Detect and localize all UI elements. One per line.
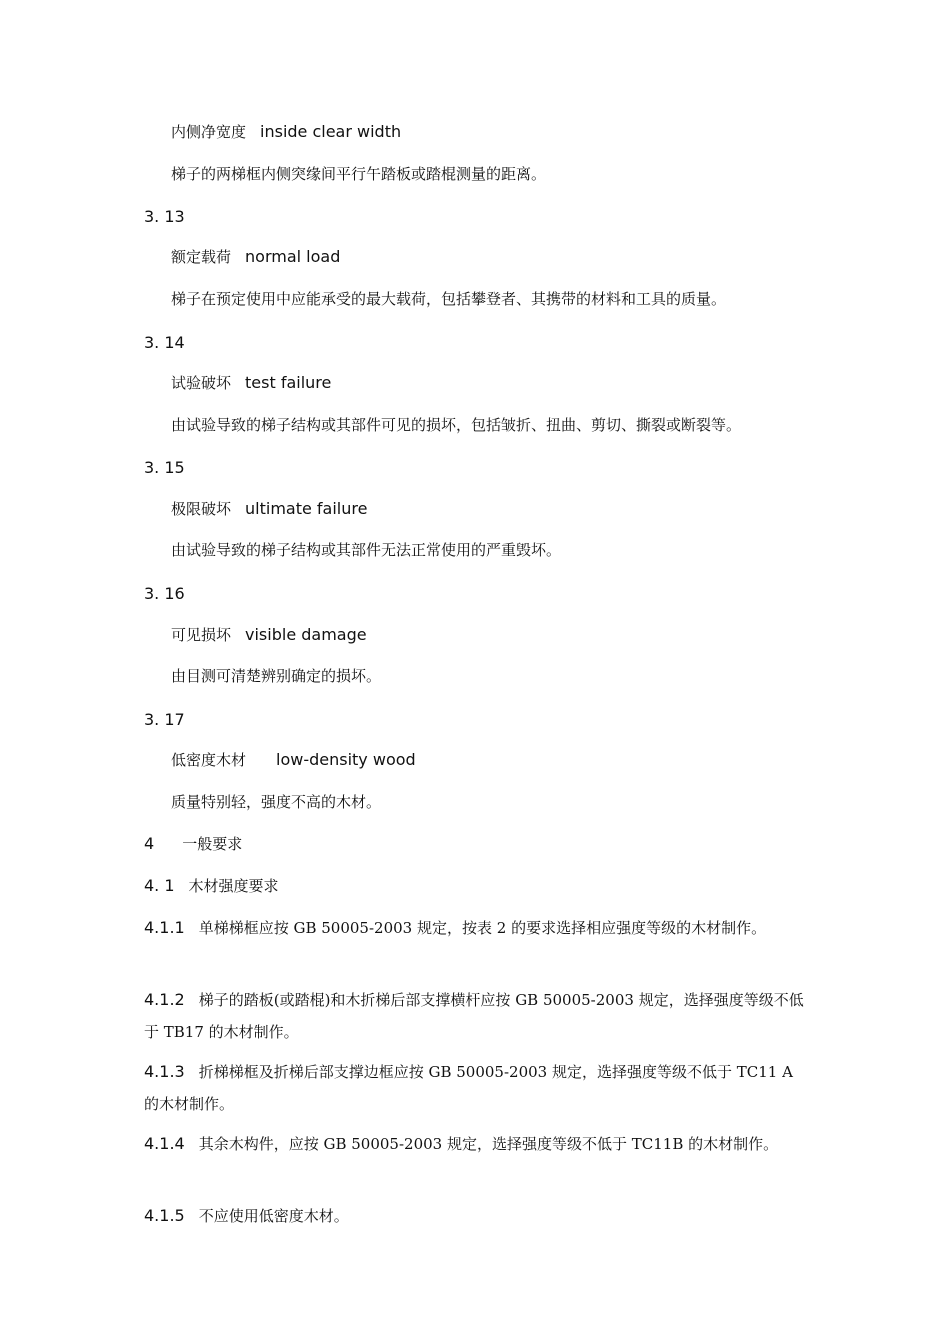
term-chinese: 内侧净宽度 [171,123,247,141]
clause-paragraph [144,984,812,1048]
term-line [171,624,367,646]
clause-number: 4.1.2 [144,990,185,1009]
term-english: ultimate failure [245,499,368,518]
section-title: 一般要求 [182,835,243,853]
section-heading [144,833,242,855]
term-definition: 由试验导致的梯子结构或其部件无法正常使用的严重毁坏。 [171,541,562,559]
term-chinese: 极限破坏 [171,500,232,518]
clause-number: 3. 14 [144,333,185,352]
term-definition: 梯子在预定使用中应能承受的最大载荷，包括攀登者、其携带的材料和工具的质量。 [171,290,727,308]
term-english: low-density wood [276,750,416,769]
term-line [171,121,401,143]
clause-number: 3. 17 [144,710,185,729]
clause-number: 3. 15 [144,458,185,477]
term-chinese: 低密度木材 [171,751,247,769]
term-chinese: 可见损坏 [171,626,232,644]
term-definition: 由试验导致的梯子结构或其部件可见的损坏，包括皱折、扭曲、剪切、撕裂或断裂等。 [171,416,742,434]
section-number: 4 [144,834,155,853]
term-line [171,372,331,394]
term-definition: 梯子的两梯框内侧突缘间平行午踏板或踏棍测量的距离。 [171,165,547,183]
clause-paragraph [144,1056,812,1120]
term-english: test failure [245,373,332,392]
term-line [171,498,367,520]
clause-number: 3. 16 [144,584,185,603]
term-definition: 由目测可清楚辨别确定的损坏。 [171,667,382,685]
term-definition: 质量特别轻，强度不高的木材。 [171,793,382,811]
clause-number: 3. 13 [144,207,185,226]
term-line [171,749,416,771]
clause-number: 4.1.1 [144,918,185,937]
clause-number: 4.1.3 [144,1062,185,1081]
clause-paragraph [144,1128,812,1160]
clause-number: 4.1.4 [144,1134,185,1153]
clause-text: 单梯梯框应按 GB 50005-2003 规定，按表 2 的要求选择相应强度等级的木材制作。 [198,919,767,937]
term-english: visible damage [245,625,367,644]
term-chinese: 试验破坏 [171,374,232,392]
term-english: inside clear width [260,122,402,141]
clause-text: 不应使用低密度木材。 [198,1207,349,1225]
clause-paragraph [144,912,812,944]
clause-text: 梯子的踏板(或踏棍)和木折梯后部支撑横杆应按 GB 50005-2003 规定，选择强度等级不低于 TB17 的木材制作。 [144,991,804,1041]
subsection-title: 木材强度要求 [188,877,279,895]
term-chinese: 额定载荷 [171,248,232,266]
subsection-heading [144,875,279,897]
term-line [171,246,340,268]
clause-number: 4.1.5 [144,1206,185,1225]
subsection-number: 4. 1 [144,876,175,895]
clause-text: 其余木构件，应按 GB 50005-2003 规定，选择强度等级不低于 TC11B 的木材制作。 [198,1135,779,1153]
clause-paragraph [144,1200,812,1232]
term-english: normal load [245,247,341,266]
clause-text: 折梯梯框及折梯后部支撑边框应按 GB 50005-2003 规定，选择强度等级不低于 TC11 A 的木材制作。 [144,1063,793,1113]
